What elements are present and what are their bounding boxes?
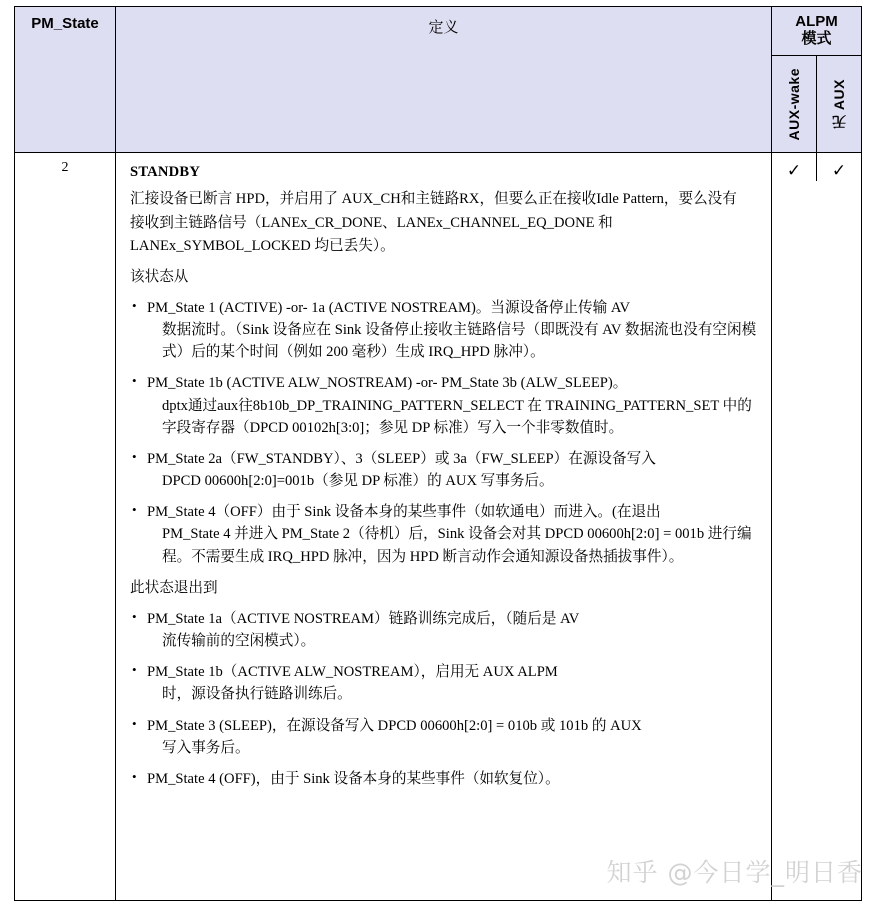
list-item-head: PM_State 1 (ACTIVE) -or- 1a (ACTIVE NOSTREAM)。当源设备停止传输 AV — [147, 299, 631, 316]
definition-paragraph: 汇接设备已断言 HPD，并启用了 AUX_CH和主链路RX，但要么正在接收Idle Pattern，要么没有 — [130, 191, 737, 208]
list-item-head: PM_State 2a（FW_STANDBY）、3（SLEEP）或 3a（FW_SLEEP）在源设备写入 — [147, 450, 656, 467]
list-item — [130, 661, 761, 705]
list-item-continuation: PM_State 4 并进入 PM_State 2（待机）后，Sink 设备会对其 DPCD 00600h[2:0] = 001b 进行编程。不需要生成 IRQ_HPD 脉冲，因为 HPD 断言动作会通知源设备热插拔事件）。 — [162, 526, 752, 565]
list-item-head: PM_State 4（OFF）由于 Sink 设备本身的某些事件（如软通电）而进入。(在退出 — [147, 504, 661, 521]
list-item — [130, 297, 761, 364]
table-header-row — [15, 7, 862, 153]
bullet-icon: • — [132, 373, 137, 389]
bullet-icon: • — [132, 768, 137, 784]
bullet-icon: • — [132, 662, 137, 678]
alpm-header-inner — [772, 7, 861, 152]
list-item — [130, 715, 761, 759]
cell-definition — [116, 153, 772, 901]
bullet-icon: • — [132, 502, 137, 518]
subcolumn-aux-wake-label: AUX-wake — [786, 67, 802, 141]
table-header — [15, 7, 862, 153]
alpm-marks-inner — [772, 153, 861, 181]
column-header-definition: 定义 — [116, 7, 772, 153]
table-body — [15, 153, 862, 901]
column-header-pm-state: PM_State — [15, 7, 116, 153]
table-row — [15, 153, 862, 901]
list-item-head: PM_State 1a（ACTIVE NOSTREAM）链路训练完成后，（随后是 AV — [147, 610, 580, 627]
entry-lead-text: 该状态从 — [130, 268, 189, 285]
exit-lead-text: 此状态退出到 — [130, 579, 218, 596]
list-item — [130, 501, 761, 568]
list-item — [130, 448, 761, 492]
alpm-title — [772, 7, 861, 56]
list-item — [130, 608, 761, 652]
subcolumn-aux-wake — [772, 56, 817, 152]
list-item-head: PM_State 1b（ACTIVE ALW_NOSTREAM），启用无 AUX ALPM — [147, 664, 558, 681]
list-item-head: PM_State 3 (SLEEP)，在源设备写入 DPCD 00600h[2:0] = 010b 或 101b 的 AUX — [147, 717, 642, 734]
alpm-subcolumns — [772, 56, 861, 152]
list-item-continuation: 数据流时。（Sink 设备应在 Sink 设备停止接收主链路信号（即既没有 AV 数据流也没有空闲模式）后的某个时间（例如 200 毫秒）生成 IRQ_HPD 脉冲）。 — [162, 322, 757, 361]
definition-paragraph: 接收到主链路信号（LANEx_CR_DONE、LANEx_CHANNEL_EQ_DONE 和 LANEx_SYMBOL_LOCKED 均已丢失）。 — [130, 215, 613, 254]
alpm-title-line2: 模式 — [801, 30, 832, 47]
list-item-head: PM_State 4 (OFF)，由于 Sink 设备本身的某些事件（如软复位）。 — [147, 770, 560, 787]
cell-alpm-marks — [772, 153, 862, 901]
cell-pm-state-number: 2 — [15, 153, 116, 901]
column-header-alpm-mode — [772, 7, 862, 153]
check-mark-no-aux: ✓ — [831, 161, 847, 181]
list-item-continuation: 写入事务后。 — [162, 739, 250, 756]
definition-title: STANDBY — [130, 164, 201, 180]
subcolumn-no-aux-label: 无 AUX — [831, 79, 847, 129]
subcolumn-no-aux — [817, 56, 861, 152]
bullet-icon: • — [132, 715, 137, 731]
check-mark-aux-wake: ✓ — [772, 153, 817, 181]
bullet-icon: • — [132, 448, 137, 464]
watermark: 知乎 @今日学_明日香 — [606, 858, 863, 887]
list-item — [130, 372, 761, 439]
alpm-title-line1: ALPM — [795, 13, 838, 31]
document-page — [0, 6, 875, 911]
pm-state-table — [14, 6, 862, 901]
list-item-head: PM_State 1b (ACTIVE ALW_NOSTREAM) -or- PM_State 3b (ALW_SLEEP)。 — [147, 375, 628, 392]
list-item-continuation: 时，源设备执行链路训练后。 — [162, 686, 352, 703]
list-item-continuation: DPCD 00600h[2:0]=001b（参见 DP 标准）的 AUX 写事务后。 — [162, 473, 554, 490]
bullet-icon: • — [132, 608, 137, 624]
list-item-continuation: 流传输前的空闲模式）。 — [162, 633, 316, 650]
list-item-continuation: dptx通过aux往8b10b_DP_TRAINING_PATTERN_SELECT 在 TRAINING_PATTERN_SET 中的字段寄存器（DPCD 00102h[3:0]；参见 DP 标准）写入一个非零数值时。 — [162, 397, 752, 436]
bullet-icon: • — [132, 297, 137, 313]
list-item — [130, 768, 761, 790]
